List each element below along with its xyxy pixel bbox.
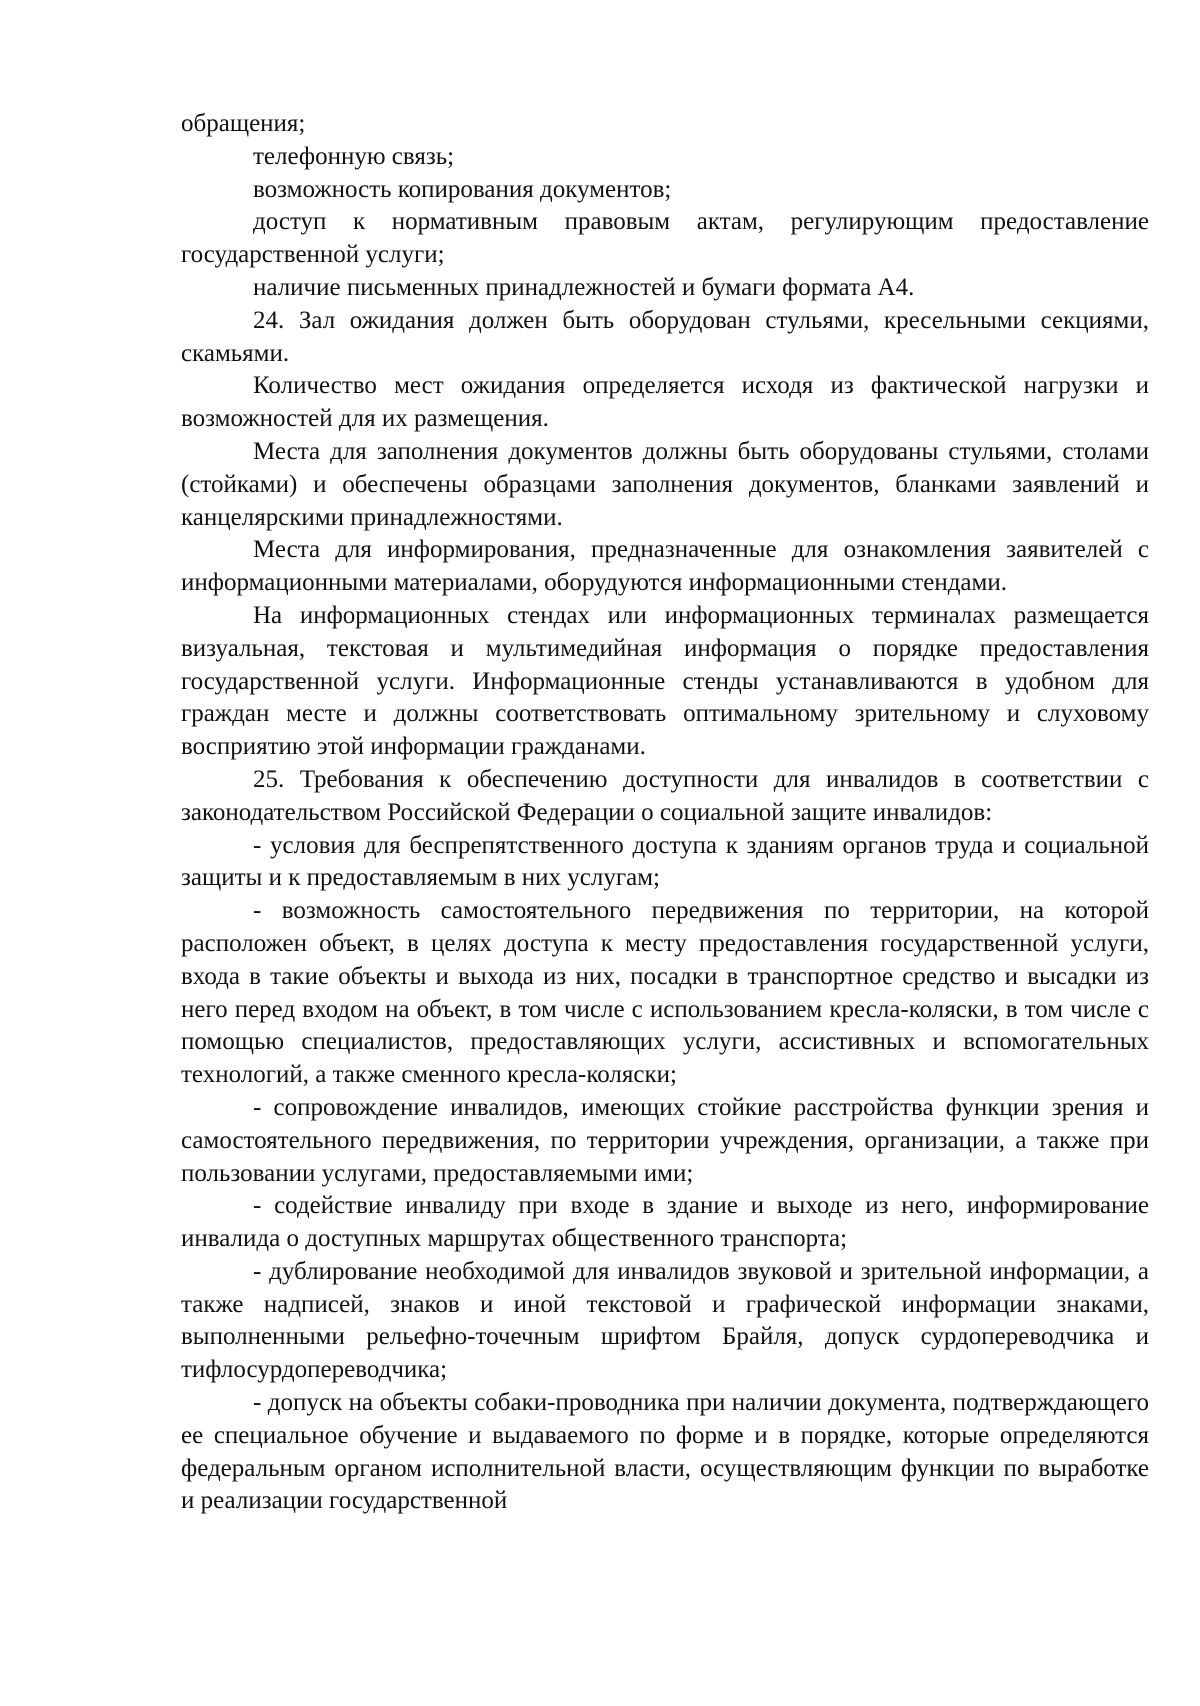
list-item-guide-dog: - допуск на объекты собаки-проводника при наличии документа, подтверждающего ее специальное обучение и выдаваемого по форме и в порядке, которые определяются федеральным органом исполнительной власти, осуществляющим функции по выработке и реализации государственной	[181, 1389, 1149, 1515]
paragraph-filling-places: Места для заполнения документов должны быть оборудованы стульями, столами (стойками) и обеспечены образцами заполнения документов, бланками заявлений и канцелярскими принадлежностями.	[181, 437, 1149, 531]
paragraph-copying: возможность копирования документов;	[253, 175, 672, 203]
list-item-movement: - возможность самостоятельного передвижения по территории, на которой расположен объект, в целях доступа к месту предоставления государственной услуги, входа в такие объекты и выхода из них, посадки в транспортное средство и высадки из него перед входом на объект, в том числе с использованием кресла-коляски, в том числе с помощью специалистов, предоставляющих услуги, ассистивных и вспомогательных технологий, а также сменного кресла-коляски;	[181, 897, 1149, 1089]
paragraph-phone: телефонную связь;	[253, 142, 455, 170]
list-item-entry-assistance: - содействие инвалиду при входе в здание и выходе из него, информирование инвалида о доступных маршрутах общественного транспорта;	[181, 1192, 1149, 1253]
paragraph-continuation: обращения;	[181, 110, 306, 137]
paragraph-info-stands: На информационных стендах или информационных терминалах размещается визуальная, текстовая и мультимедийная информация о порядке предоставления государственной услуги. Информационные стенды устанавливаются в удобном для граждан месте и должны соответствовать оптимальному зрительному и слуховому восприятию этой информации гражданами.	[181, 601, 1149, 761]
paragraph-info-places: Места для информирования, предназначенные для ознакомления заявителей с информационными материалами, оборудуются информационными стендами.	[181, 536, 1149, 597]
paragraph-item-24: 24. Зал ожидания должен быть оборудован стульями, кресельными секциями, скамьями.	[181, 306, 1149, 367]
paragraph-waiting-places: Количество мест ожидания определяется исходя из фактической нагрузки и возможностей для их размещения.	[181, 372, 1149, 433]
paragraph-stationery: наличие письменных принадлежностей и бумаги формата А4.	[253, 273, 915, 301]
list-item-escort: - сопровождение инвалидов, имеющих стойкие расстройства функции зрения и самостоятельного передвижения, по территории учреждения, организации, а также при пользовании услугами, предоставляемыми ими;	[181, 1093, 1149, 1187]
paragraph-item-25: 25. Требования к обеспечению доступности для инвалидов в соответствии с законодательством Российской Федерации о социальной защите инвалидов:	[181, 765, 1149, 826]
paragraph-legal-access: доступ к нормативным правовым актам, регулирующим предоставление государственной услуги;	[181, 208, 1149, 269]
list-item-building-access: - условия для беспрепятственного доступа к зданиям органов труда и социальной защиты и к предоставляемым в них услугам;	[181, 831, 1149, 892]
list-item-duplication: - дублирование необходимой для инвалидов звуковой и зрительной информации, а также надписей, знаков и иной текстовой и графической информации знаками, выполненными рельефно-точечным шрифтом Брайля, допуск сурдопереводчика и тифлосурдопереводчика;	[181, 1257, 1149, 1384]
document-body	[181, 108, 1149, 1518]
